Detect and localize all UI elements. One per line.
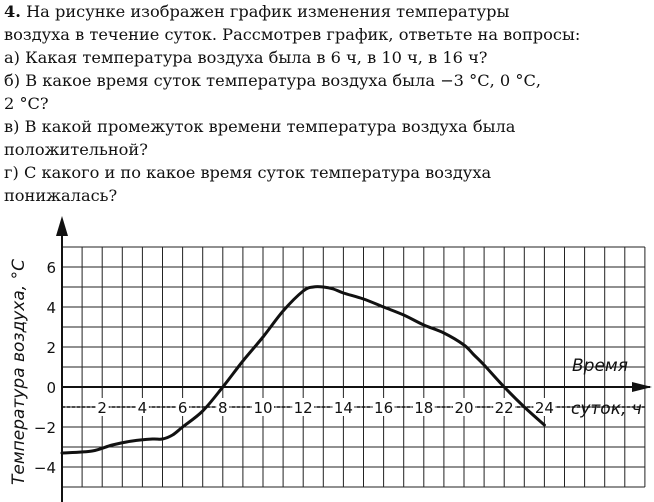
x-tick-label: 8 [218, 399, 228, 417]
x-axis-label-line1: Время [572, 356, 628, 376]
data-point [544, 424, 546, 426]
problem-line-1: 4. На рисунке изображен график изменения температуры [4, 2, 510, 21]
data-point [182, 426, 184, 428]
x-tick-label: 2 [97, 399, 107, 417]
data-point [262, 336, 264, 338]
x-tick-label: 6 [177, 399, 188, 417]
data-point [152, 438, 154, 440]
problem-number: 4. [4, 2, 21, 21]
x-axis-label-line2: суток, ч [571, 399, 642, 419]
data-point [333, 288, 335, 290]
data-point [363, 298, 365, 300]
x-tick-label: 16 [374, 399, 394, 417]
data-point [343, 292, 345, 294]
chart-grid [62, 247, 645, 487]
data-point [202, 410, 204, 412]
y-tick-label: 4 [46, 299, 56, 317]
data-point [91, 450, 93, 452]
x-tick-label: 18 [414, 399, 434, 417]
data-point [483, 364, 485, 366]
data-point [302, 290, 304, 292]
data-point [524, 406, 526, 408]
data-point [132, 440, 134, 442]
data-point [443, 332, 445, 334]
data-point [323, 286, 325, 288]
y-tick-label: 2 [46, 339, 56, 357]
data-point [403, 314, 405, 316]
question-c-cont: положительной? [4, 140, 148, 159]
question-d: г) С какого и по какое время суток температура воздуха [4, 163, 492, 182]
data-point [61, 452, 63, 454]
data-point [463, 344, 465, 346]
x-axis-arrow [632, 382, 652, 392]
x-tick-label: 10 [253, 399, 273, 417]
problem-line-2: воздуха в течение суток. Рассмотрев график, ответьте на вопросы: [4, 25, 581, 44]
question-d-cont: понижалась? [4, 186, 118, 205]
x-tick-label: 14 [333, 399, 353, 417]
y-tick-label: 0 [46, 379, 56, 397]
x-tick-label: 12 [293, 399, 313, 417]
data-point [172, 434, 174, 436]
x-tick-label: 24 [534, 399, 554, 417]
chart-axes [56, 216, 652, 502]
x-tick-label: 22 [494, 399, 514, 417]
data-point [222, 386, 224, 388]
data-point [503, 386, 505, 388]
data-point [312, 286, 314, 288]
x-tick-label: 20 [454, 399, 474, 417]
question-b-cont: 2 °С? [4, 94, 49, 113]
y-axis-label: Температура воздуха, °С [9, 259, 29, 485]
y-tick-label: −4 [33, 459, 56, 477]
question-a: а) Какая температура воздуха была в 6 ч, в 10 ч, в 16 ч? [4, 48, 488, 67]
y-axis-arrow [56, 216, 68, 236]
data-point [423, 324, 425, 326]
data-point [473, 354, 475, 356]
data-point [282, 310, 284, 312]
question-b: б) В какое время суток температура воздуха была −3 °С, 0 °С, [4, 71, 541, 90]
data-point [162, 438, 164, 440]
data-point [111, 444, 113, 446]
y-tick-label: −2 [33, 419, 56, 437]
data-point [242, 360, 244, 362]
y-tick-label: 6 [46, 259, 56, 277]
question-c: в) В какой промежуток времени температура воздуха была [4, 117, 516, 136]
data-point [383, 306, 385, 308]
x-tick-label: 4 [137, 399, 148, 417]
